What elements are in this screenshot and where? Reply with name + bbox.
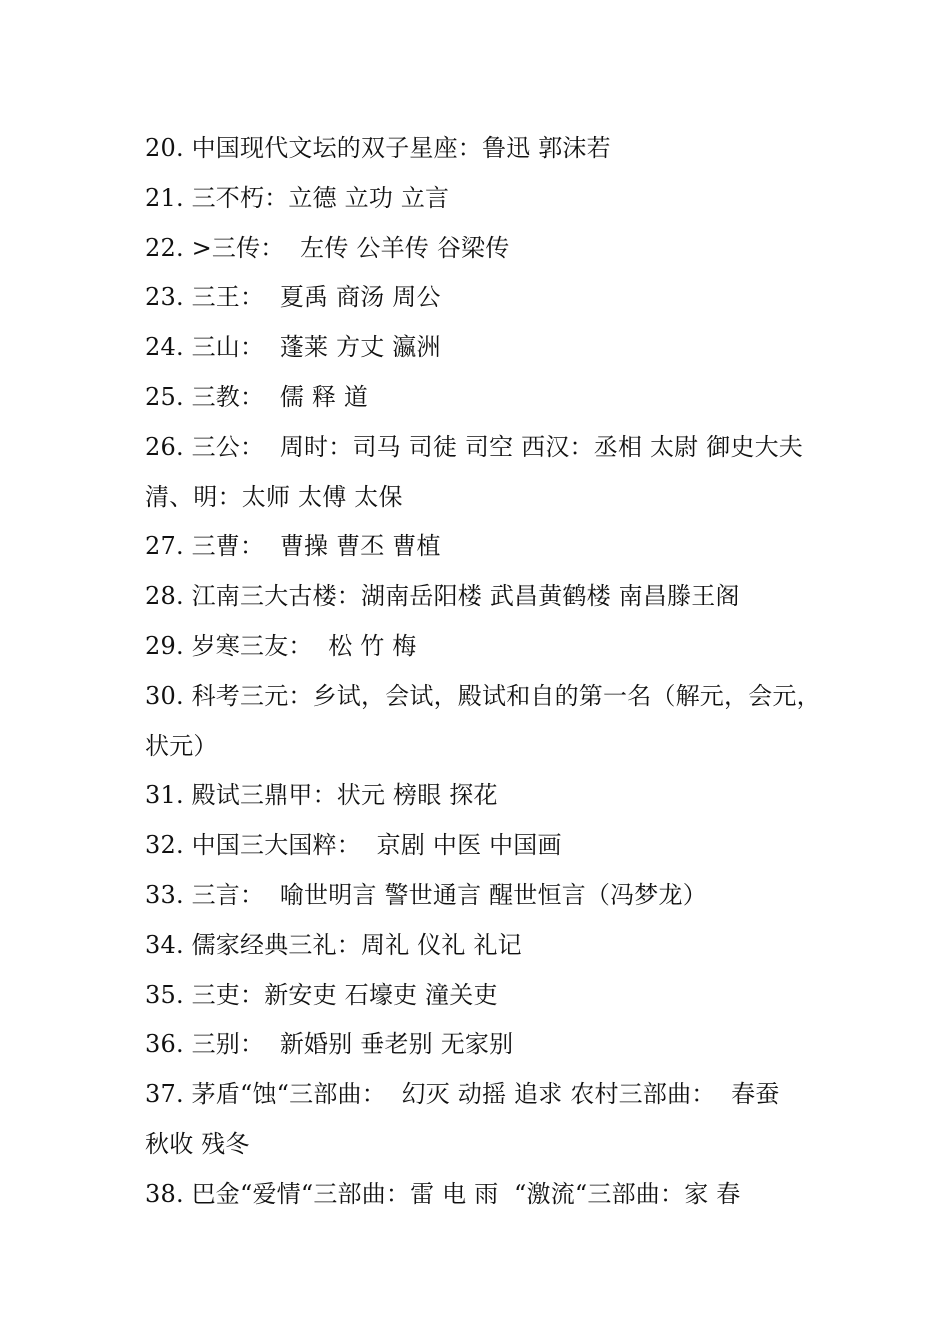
text-line: 31. 殿试三鼎甲：状元 榜眼 探花 xyxy=(145,781,498,810)
text-line: 37. 茅盾“蚀“三部曲： 幻灭 动摇 追求 农村三部曲： 春蚕 xyxy=(145,1080,780,1109)
text-line: 27. 三曹： 曹操 曹丕 曹植 xyxy=(145,532,441,561)
text-line: 23. 三王： 夏禹 商汤 周公 xyxy=(145,283,441,312)
text-line: 清、明：太师 太傅 太保 xyxy=(145,482,403,511)
text-line: 36. 三别： 新婚别 垂老别 无家别 xyxy=(145,1030,514,1059)
text-line: 35. 三吏：新安吏 石壕吏 潼关吏 xyxy=(145,980,498,1009)
text-line: 20. 中国现代文坛的双子星座：鲁迅 郭沫若 xyxy=(145,134,611,162)
text-line: 25. 三教： 儒 释 道 xyxy=(145,382,369,411)
text-line: 29. 岁寒三友： 松 竹 梅 xyxy=(145,631,417,660)
text-line: 34. 儒家经典三礼：周礼 仪礼 礼记 xyxy=(145,930,522,959)
text-line: 21. 三不朽：立德 立功 立言 xyxy=(145,183,450,212)
text-line: 26. 三公： 周时：司马 司徒 司空 西汉：丞相 太尉 御史大夫 xyxy=(145,432,803,461)
text-line: 28. 江南三大古楼：湖南岳阳楼 武昌黄鹤楼 南昌滕王阁 xyxy=(145,582,740,611)
text-line: 38. 巴金“爱情“三部曲：雷 电 雨 “激流“三部曲：家 春 xyxy=(145,1179,741,1208)
text-line: 33. 三言： 喻世明言 警世通言 醒世恒言（冯梦龙） xyxy=(145,880,707,909)
text-line: 24. 三山： 蓬莱 方丈 瀛洲 xyxy=(145,333,441,362)
text-line: 30. 科考三元：乡试，会试，殿试和自的第一名（解元，会元， xyxy=(145,681,821,710)
text-line: 22. >三传： 左传 公羊传 谷梁传 xyxy=(145,233,510,262)
document-body xyxy=(145,124,821,1220)
text-line: 秋收 残冬 xyxy=(145,1129,250,1158)
text-line: 状元） xyxy=(145,731,218,760)
text-line: 32. 中国三大国粹： 京剧 中医 中国画 xyxy=(145,831,562,860)
